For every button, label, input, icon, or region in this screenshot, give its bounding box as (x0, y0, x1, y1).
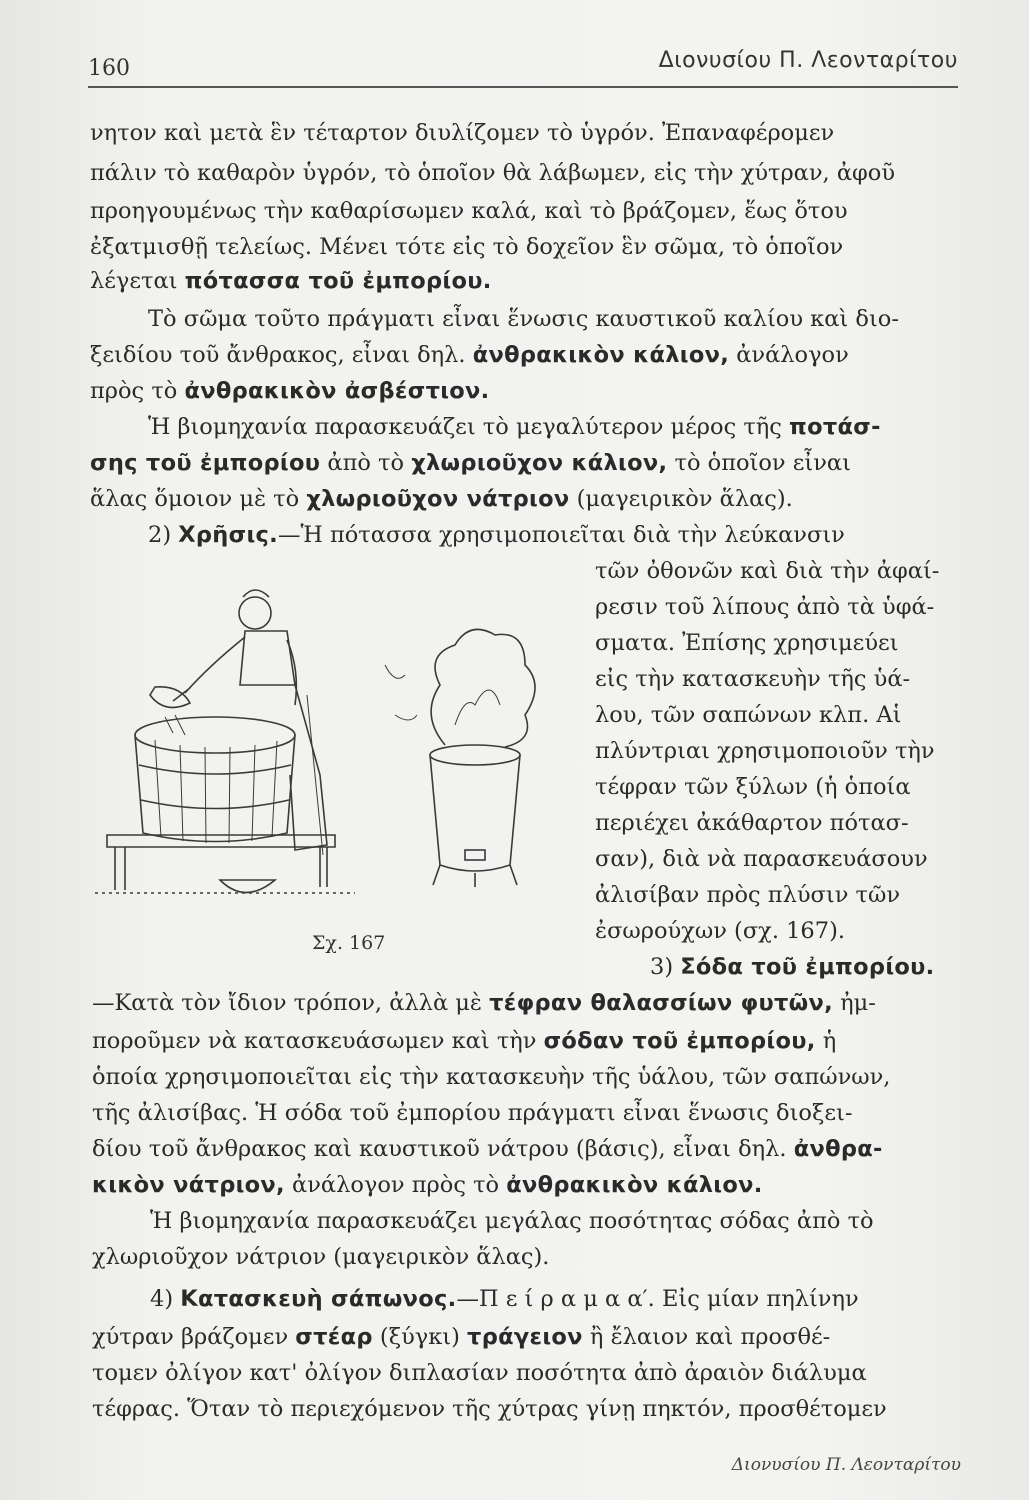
footer-signature: Διονυσίου Π. Λεονταρίτου (731, 1455, 961, 1475)
text-line-18: κικὸν νάτριον, ἀνάλογον πρὸς τὸ ἀνθρακικὸν κάλιον. (92, 1172, 763, 1198)
text-line-2: πάλιν τὸ καθαρὸν ὑγρόν, τὸ ὁποῖον θὰ λάβωμεν, εἰς τὴν χύτραν, ἀφοῦ (90, 160, 896, 186)
text-line-7: ξειδίου τοῦ ἄνθρακος, εἶναι δηλ. ἀνθρακικὸν κάλιον, ἀνάλογον (90, 342, 849, 368)
text-line-20: χλωριοῦχον νάτριον (μαγειρικὸν ἅλας). (92, 1244, 550, 1270)
washing-illustration (95, 575, 590, 905)
page-number: 160 (88, 56, 130, 81)
column-line-3: σματα. Ἐπίσης χρησιμεύει (595, 630, 899, 656)
column-line-7: τέφραν τῶν ξύλων (ἡ ὁποία (595, 774, 911, 800)
text-line-15: ὁποία χρησιμοποιεῖται εἰς τὴν κατασκευὴν τῆς ὑάλου, τῶν σαπώνων, (92, 1064, 891, 1090)
figure-caption: Σχ. 167 (312, 932, 386, 954)
column-line-9: σαν), διὰ νὰ παρασκευάσουν (595, 846, 928, 872)
column-line-11: ἐσωρούχων (σχ. 167). (595, 918, 845, 944)
text-line-10: σης τοῦ ἐμπορίου ἀπὸ τὸ χλωριοῦχον κάλιον, τὸ ὁποῖον εἶναι (90, 450, 851, 476)
text-line-14: ποροῦμεν νὰ κατασκευάσωμεν καὶ τὴν σόδαν τοῦ ἐμπορίου, ἡ (92, 1028, 837, 1054)
text-line-11: ἅλας ὅμοιον μὲ τὸ χλωριοῦχον νάτριον (μαγειρικὸν ἅλας). (90, 486, 793, 512)
text-line-16: τῆς ἀλισίβας. Ἡ σόδα τοῦ ἐμπορίου πράγματι εἶναι ἕνωσις διοξει- (92, 1100, 853, 1126)
text-line-24: τέφρας. Ὅταν τὸ περιεχόμενον τῆς χύτρας γίνῃ πηκτόν, προσθέτομεν (92, 1396, 887, 1422)
column-line-12: 3) Σόδα τοῦ ἐμπορίου. (650, 954, 935, 980)
text-line-6: Τὸ σῶμα τοῦτο πράγματι εἶναι ἕνωσις καυστικοῦ καλίου καὶ διο- (148, 306, 899, 332)
text-line-13: —Κατὰ τὸν ἴδιον τρόπον, ἀλλὰ μὲ τέφραν θαλασσίων φυτῶν, ἠμ- (92, 990, 876, 1016)
column-line-4: εἰς τὴν κατασκευὴν τῆς ὑά- (595, 666, 911, 692)
text-line-23: τομεν ὀλίγον κατ' ὀλίγον διπλασίαν ποσότητα ἀπὸ ἀραιὸν διάλυμα (92, 1360, 867, 1386)
column-line-1: τῶν ὀθονῶν καὶ διὰ τὴν ἀφαί- (595, 558, 940, 584)
text-line-12: 2) Χρῆσις.—Ἡ πότασσα χρησιμοποιεῖται διὰ τὴν λεύκανσιν (148, 522, 845, 548)
column-line-8: περιέχει ἀκάθαρτον πότασ- (595, 810, 909, 836)
text-line-19: Ἡ βιομηχανία παρασκευάζει μεγάλας ποσότητας σόδας ἀπὸ τὸ (150, 1208, 874, 1234)
column-line-6: πλύντριαι χρησιμοποιοῦν τὴν (595, 738, 935, 764)
column-line-2: ρεσιν τοῦ λίπους ἀπὸ τὰ ὑφά- (595, 594, 935, 620)
text-line-22: χύτραν βράζομεν στέαρ (ξύγκι) τράγειον ἢ ἔλαιον καὶ προσθέ- (92, 1324, 831, 1350)
text-line-5: λέγεται πότασσα τοῦ ἐμπορίου. (90, 268, 492, 294)
text-line-21: 4) Κατασκευὴ σάπωνος.—Π ε ί ρ α μ α α′. Εἰς μίαν πηλίνην (150, 1286, 859, 1312)
header-rule (88, 86, 958, 88)
text-line-3: προηγουμένως τὴν καθαρίσωμεν καλά, καὶ τὸ βράζομεν, ἕως ὅτου (90, 198, 848, 224)
text-line-17: δίου τοῦ ἄνθρακος καὶ καυστικοῦ νάτρου (βάσις), εἶναι δηλ. ἀνθρα- (92, 1136, 883, 1162)
text-line-9: Ἡ βιομηχανία παρασκευάζει τὸ μεγαλύτερον μέρος τῆς ποτάσ- (148, 414, 881, 440)
column-line-10: ἀλισίβαν πρὸς πλύσιν τῶν (595, 882, 901, 908)
text-line-1: νητον καὶ μετὰ ἓν τέταρτον διυλίζομεν τὸ ὑγρόν. Ἐπαναφέρομεν (90, 120, 835, 146)
column-line-5: λου, τῶν σαπώνων κλπ. Αἱ (595, 702, 902, 728)
text-line-8: πρὸς τὸ ἀνθρακικὸν ἀσβέστιον. (90, 378, 490, 404)
running-title: Διονυσίου Π. Λεονταρίτου (658, 48, 958, 73)
text-line-4: ἐξατμισθῇ τελείως. Μένει τότε εἰς τὸ δοχεῖον ἓν σῶμα, τὸ ὁποῖον (90, 234, 844, 260)
page-header (88, 42, 958, 92)
